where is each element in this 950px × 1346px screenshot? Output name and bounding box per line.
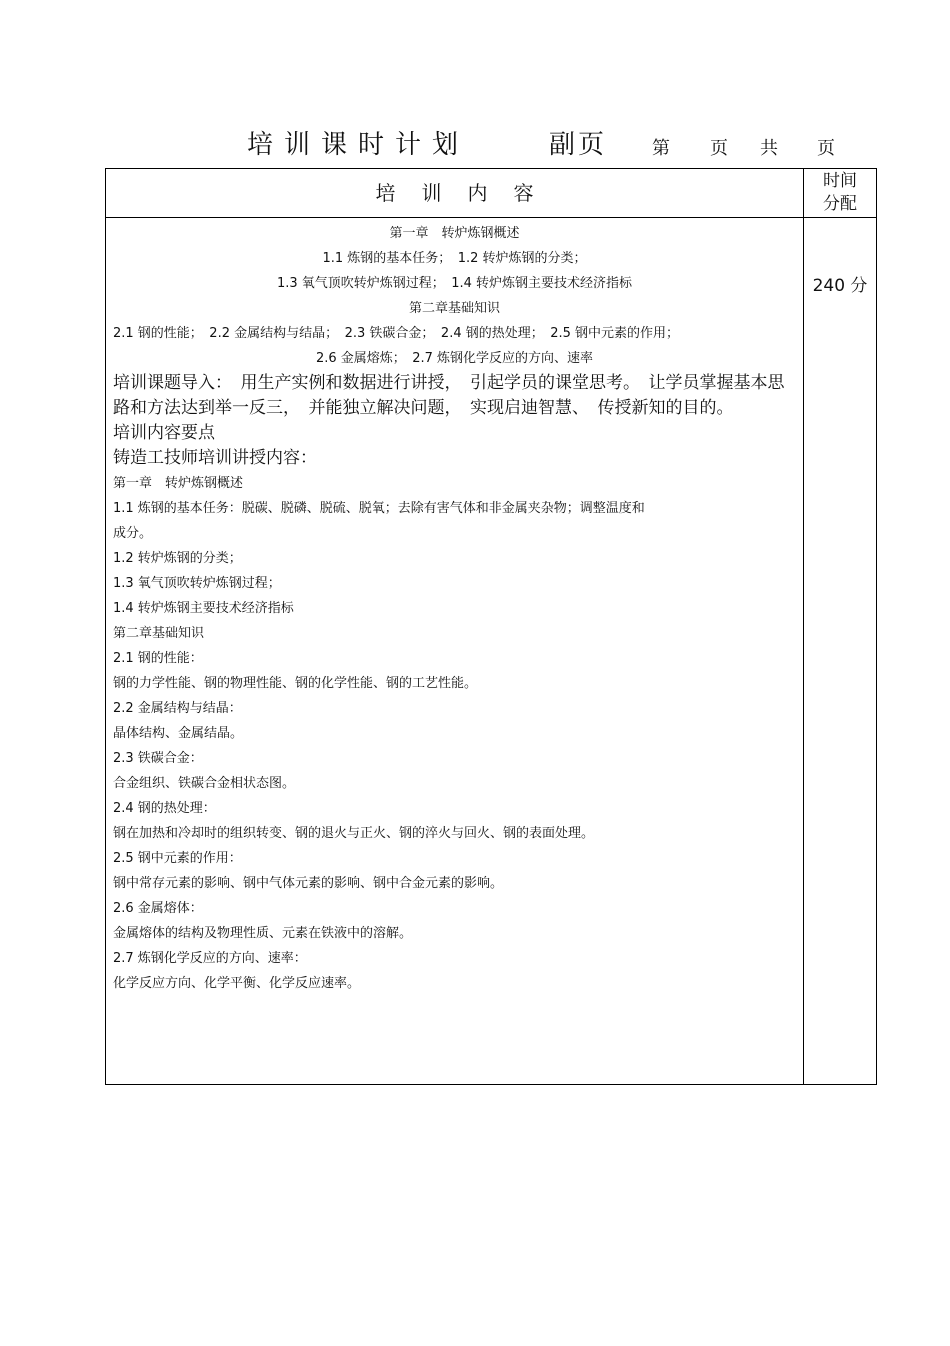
outline-line: 第一章 转炉炼钢概述 [389, 226, 520, 241]
lecture-heading: 铸造工技师培训讲授内容： [113, 448, 317, 468]
outline-line: 1.1 炼钢的基本任务； 1.2 转炉炼钢的分类； [322, 251, 587, 266]
detail-line: 成分。 [113, 526, 153, 541]
table-header-row [106, 169, 877, 218]
page-subtitle: 副页 [549, 130, 608, 160]
outline-line: 2.1 钢的性能； 2.2 金属结构与结晶； 2.3 铁碳合金； 2.4 钢的热处理； 2.5 钢中元素的作用； [113, 326, 680, 341]
time-allocation-value: 240 分 [812, 276, 868, 296]
detail-line: 晶体结构、金属结晶。 [113, 726, 244, 741]
detail-line: 2.2 金属结构与结晶： [113, 701, 242, 716]
detail-line: 钢中常存元素的影响、钢中气体元素的影响、钢中合金元素的影响。 [113, 876, 504, 891]
detail-line: 2.5 钢中元素的作用： [113, 851, 242, 866]
detail-line: 第一章 转炉炼钢概述 [113, 476, 244, 491]
outline-line: 第二章基础知识 [408, 301, 500, 316]
table-body-row [106, 218, 877, 1085]
detail-line: 1.2 转炉炼钢的分类； [113, 551, 242, 566]
detail-line: 2.3 铁碳合金： [113, 751, 203, 766]
page-title: 培训课时计划 [247, 130, 470, 160]
outline-line: 2.6 金属熔炼； 2.7 炼钢化学反应的方向、速率 [315, 351, 594, 366]
page-total-label: 页 [817, 138, 835, 159]
intro-paragraph: 培训课题导入： 用生产实例和数据进行讲授， 引起学员的课堂思考。 让学员掌握基本思路和方法达到举一反三， 并能独立解决问题， 实现启迪智慧、 传授新知的目的。 [113, 373, 785, 418]
page-number-label: 页 [710, 138, 728, 159]
content-column-header: 培训内容 [106, 169, 804, 218]
training-plan-table [105, 168, 877, 1085]
page-header [0, 124, 950, 160]
time-header-line: 时间 [823, 171, 857, 191]
page-number-label: 第 [652, 138, 670, 159]
detail-line: 2.4 钢的热处理： [113, 801, 216, 816]
time-column-header [804, 169, 877, 218]
detail-line: 合金组织、铁碳合金相状态图。 [113, 776, 296, 791]
time-cell [804, 218, 877, 1085]
detail-line: 金属熔体的结构及物理性质、元素在铁液中的溶解。 [113, 926, 413, 941]
points-heading: 培训内容要点 [113, 423, 215, 443]
detail-line: 钢的力学性能、钢的物理性能、钢的化学性能、钢的工艺性能。 [113, 676, 478, 691]
detail-line: 2.6 金属熔体： [113, 901, 203, 916]
detail-line: 1.1 炼钢的基本任务：脱碳、脱磷、脱硫、脱氧；去除有害气体和非金属夹杂物；调整温度和 [113, 501, 645, 516]
detail-line: 化学反应方向、化学平衡、化学反应速率。 [113, 976, 361, 991]
page-total-label: 共 [760, 138, 778, 159]
detail-line: 2.7 炼钢化学反应的方向、速率： [113, 951, 307, 966]
detail-line: 第二章基础知识 [113, 626, 205, 641]
detail-line: 2.1 钢的性能： [113, 651, 203, 666]
detail-line: 1.3 氧气顶吹转炉炼钢过程； [113, 576, 281, 591]
detail-line: 1.4 转炉炼钢主要技术经济指标 [113, 601, 294, 616]
outline-line: 1.3 氧气顶吹转炉炼钢过程； 1.4 转炉炼钢主要技术经济指标 [276, 276, 633, 291]
detail-line: 钢在加热和冷却时的组织转变、钢的退火与正火、钢的淬火与回火、钢的表面处理。 [113, 826, 595, 841]
content-cell [106, 218, 804, 1085]
time-header-line: 分配 [823, 194, 857, 214]
